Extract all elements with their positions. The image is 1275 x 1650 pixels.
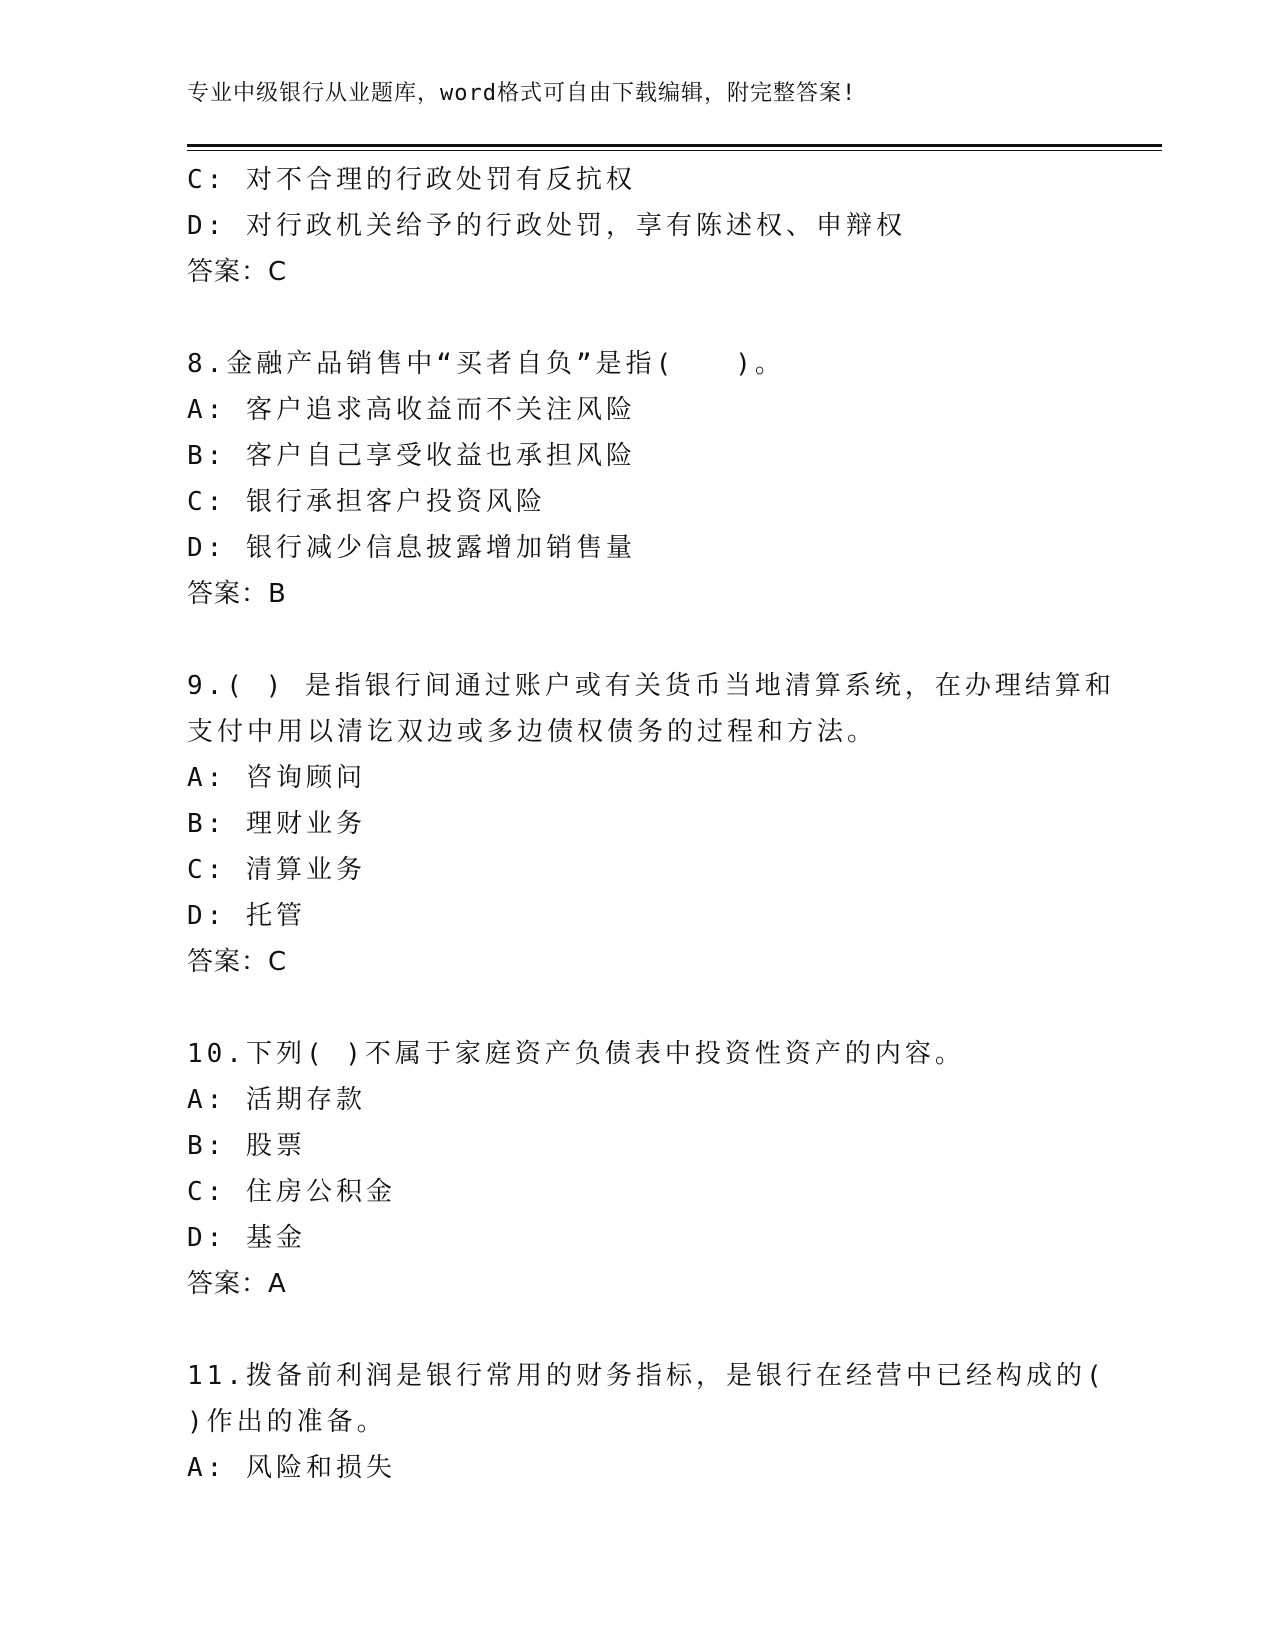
page-header: 专业中级银行从业题库，word格式可自由下载编辑，附完整答案! (187, 81, 857, 106)
answer-line: 答案：B (187, 579, 287, 609)
spacer (187, 617, 1087, 663)
option-line: B: 客户自己享受收益也承担风险 (187, 441, 636, 471)
option-line: C: 住房公积金 (187, 1177, 396, 1207)
spacer (187, 985, 1087, 1031)
option-line: C: 银行承担客户投资风险 (187, 487, 546, 517)
option-line: A: 活期存款 (187, 1085, 366, 1115)
option-line: B: 理财业务 (187, 809, 366, 839)
header-rule-thick (187, 144, 1162, 147)
option-line: D: 对行政机关给予的行政处罚，享有陈述权、申辩权 (187, 211, 906, 241)
question-text: 9.( ) 是指银行间通过账户或有关货币当地清算系统，在办理结算和 (187, 671, 1115, 701)
option-line: A: 风险和损失 (187, 1453, 396, 1483)
question-text: 支付中用以清讫双边或多边债权债务的过程和方法。 (187, 717, 878, 747)
answer-line: 答案：A (187, 1269, 287, 1299)
question-text: 8.金融产品销售中“买者自负”是指( )。 (187, 349, 785, 379)
answer-line: 答案：C (187, 257, 288, 287)
question-text: 11.拨备前利润是银行常用的财务指标，是银行在经营中已经构成的( (187, 1361, 1106, 1391)
header-rule-thin (187, 150, 1162, 151)
option-line: D: 基金 (187, 1223, 306, 1253)
option-line: A: 咨询顾问 (187, 763, 366, 793)
question-text: 10.下列( )不属于家庭资产负债表中投资性资产的内容。 (187, 1039, 965, 1069)
spacer (187, 295, 1087, 341)
option-line: B: 股票 (187, 1131, 306, 1161)
spacer (187, 1307, 1087, 1353)
option-line: C: 对不合理的行政处罚有反抗权 (187, 165, 636, 195)
question-text: )作出的准备。 (187, 1407, 387, 1437)
option-line: D: 托管 (187, 901, 306, 931)
question-content (187, 157, 1115, 1491)
option-line: D: 银行减少信息披露增加销售量 (187, 533, 636, 563)
option-line: A: 客户追求高收益而不关注风险 (187, 395, 636, 425)
answer-line: 答案：C (187, 947, 288, 977)
option-line: C: 清算业务 (187, 855, 366, 885)
